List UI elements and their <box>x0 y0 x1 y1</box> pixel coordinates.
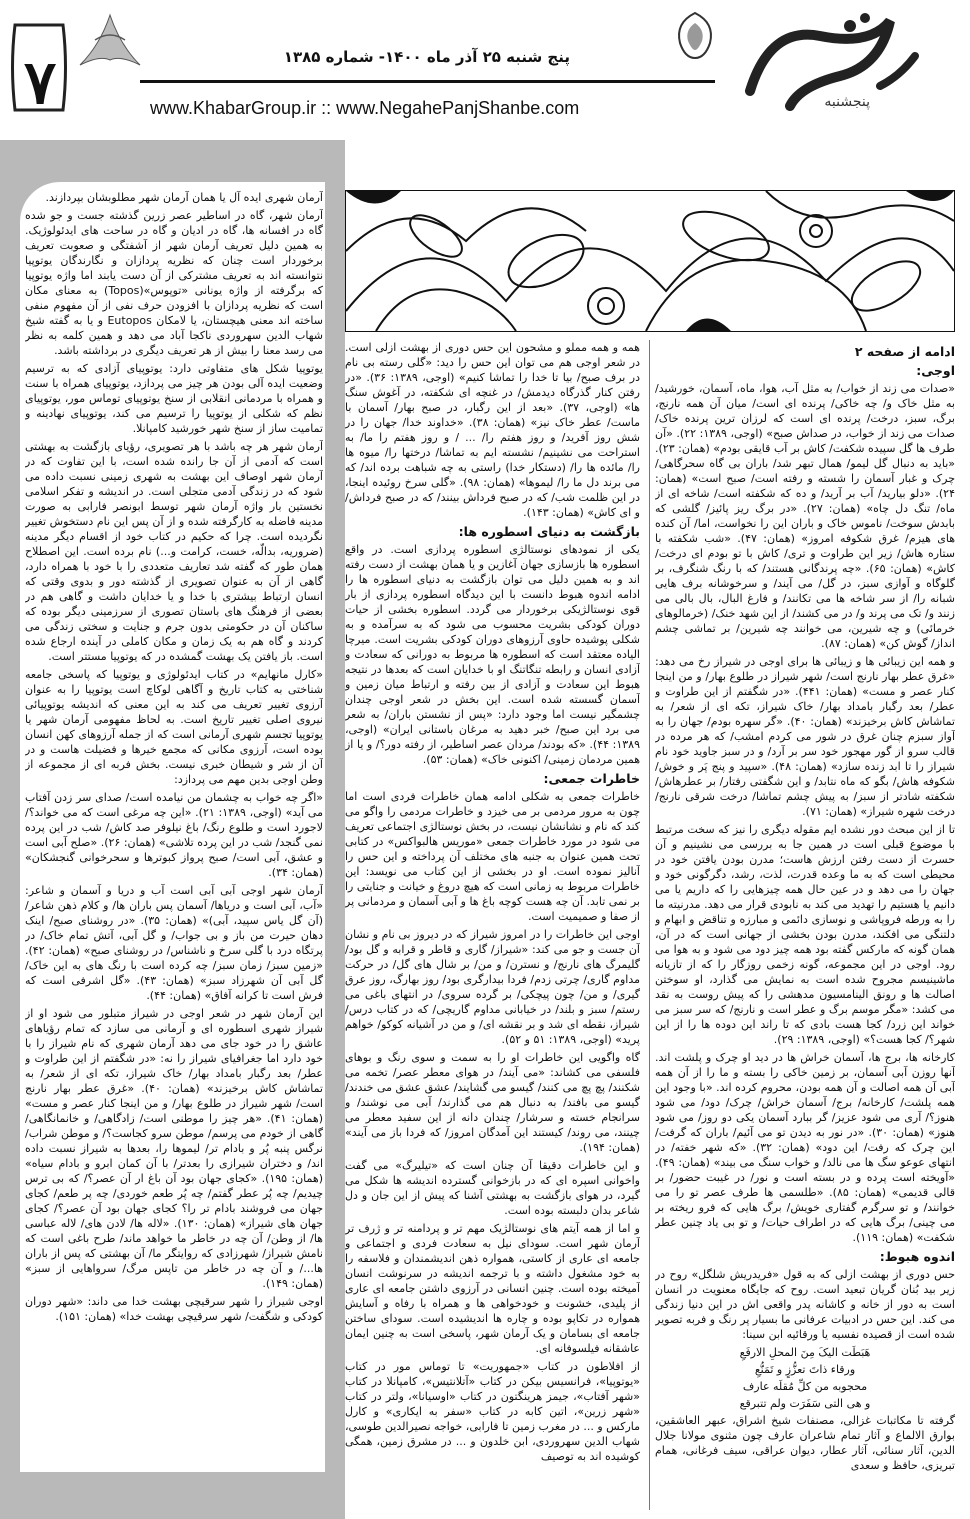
paragraph: گاه واگویی این خاطرات او را به سمت و سوی رنگ و بوهای فلسفی می کشاند: «می آیند/ در هوای معطر عصر/ تخمه می شکنند/ پچ پچ می کنند/ گیسو می گشایند/ عشق عشق می خندند/ گیسو می بافند/ به دنبال هم می گذارند/ آبی می نوشند/ و سرانجام خسته و سرشار/ چندان دانه از این سفید معطر می چینند، می روند/ کیستند این آمدگان امروز/ که فردا باز می آیند» (همان: ۱۹۴). <box>345 1051 640 1154</box>
website-urls[interactable]: www.KhabarGroup.ir :: www.NegahePanjShanbe.com <box>150 98 580 118</box>
poem-line: محجوبه من کلِّ مُقلَه عارف <box>742 1380 868 1393</box>
paragraph: «اگر چه خواب به چشمان من نیامده است/ صدای سر زدن آفتاب می آید» (اوجی، ۱۳۸۹: ۲۱). «این چه مرغی است که می خواند؟/ لاجورد است و طلوع رنگ/ باغ نیلوفر صد کاش/ شب در این پرده نمی گنجد/ شب در این پرده تلاشی» (همان: ۲۶). «صلح آبی است و عشق، آبی است/ صبح پرواز کبوترها و سحرخوانی گنجشکان» (همان: ۳۴). <box>25 791 323 879</box>
floral-pattern-icon <box>346 191 954 331</box>
paragraph: اوجی شیراز را شهر سرقیچی بهشت خدا می داند: «شهر دوران کودکی و شگفت/ شهر سرقیچی بهشت خدا» (همان: ۱۵۱). <box>25 1295 323 1323</box>
header-ornament-icon <box>665 8 725 63</box>
paragraph: و همه این زیبائی ها و زیبائی ها برای اوجی در شیراز رخ می دهد: «غرق عطر بهار نارنج است/ شهر شیراز در طلوع بهار/ و من اینجا کنار عصر و مست» (همان: ۴۴۱). «در شگفتم از این طراوت و عطر/ بعد رگبار بامداد بهار/ خاک شیراز، تکه ای از شعر/ به تماشاش کاش برخیزند» (همان: ۴۰). «گر سهره بودم/ جهان را به آواز سبزم چنان غرق در شور می کردم امشب/ که هر مرده در قالب سرو از گور مهجور خود سر بر آرد/ و در سبز جاوید خود نام شیراز را تا ابد زنده سازد» (همان: ۴۸). «سپید و پنج پَر و خوش/ شکوفه هاش/ بگو که ماه نتابد/ و این شگفتی رفتار/ بر عطرهاش/ شکفته شادتر از سبز/ به پیش چشم تماشا/ درخت شرقی نارنج/ درخت شهره شیراز» (همان: ۷۱). <box>655 655 955 818</box>
issue-date-line: پنج شنبه ۲۵ آذر ماه ۱۴۰۰- شماره ۱۳۸۵ <box>283 48 570 66</box>
page-number: ۷ <box>24 48 57 118</box>
section-title-hobut: اندوه هبوط: <box>879 1249 955 1264</box>
paragraph: «کارل مانهایم» در کتاب ایدئولوژی و یوتوپیا که پاسخی جامعه شناختی به کتاب تاریخ و آگاهی لوکاچ است یوتوپیا را به عنوان آرزوی تغییر تعریف می کند به این معنی که اندیشه یوتوپیائی نیروی اصلی تغییر تاریخ است. به لحاظ مفهومی آرمان شهر یا یوتوپیا تجسم شهری آرمانی است که از جمله آرزوهای کهن انسان بوده است، آرزوی مکانی که مجمع خیرها و فضیلت هاست و در آن از شر و شیطان خبری نیست. بخش فربه ای از مجموعه از وطن اوجی بدین مهم می پردازد: <box>25 668 323 786</box>
section-title-myths: بازگشت به دنیای اسطوره ها: <box>458 524 640 539</box>
section-title-awji: اوجی: <box>916 363 955 378</box>
paragraph: گرفته تا مکاتبات غزالی، مصنفات شیخ اشراق، عبهر العاشقین، بوارق الالماع و آثار تمام شاعران عارف چون مثنوی مولانا جلال الدین، آثار سنائی، آثار عطار، دیوان عراقی، سیف فرغانی، همام تبریزی، حافظ و سعدی <box>655 1414 955 1472</box>
masthead <box>0 0 970 135</box>
page-number-badge <box>10 20 68 118</box>
continuation-note: ادامه از صفحه ۲ <box>854 344 955 359</box>
article-column-right <box>655 340 955 1512</box>
paragraph: حس دوری از بهشت ازلی که به قول «فریدریش شلگل» روح در زیر بید بُنان گریان تبعید است. روح که جایگاه معنویت در انسان است به دور از خانه و کاشانه پدر واقعی اش در این دنیا زندگی می کند. این حس در ادبیات عرفانی ما بسیار پر رنگ و فربه تصویر شده است از قصیده نفسیه یا ورقائیه ابن سینا: <box>655 1268 955 1341</box>
paragraph: «صدات می زند از خواب/ به مثل آب، هوا، ماه، آسمان، خورشید/ به مثل خاک و/ چه خاکی/ پرنده ای است/ میان آن همه نارنج، برگ، سبز، درخت/ پرنده ای است که لرزان ترین پرنده خاک/ صدات می زند از خواب، در صداش صبح» (اوجی، ۱۳۸۹: ۲۲). «آن طرف ها گل سپیده شکفت/ کاش بر آب قایقی بودم» (همان: ۲۳). «باید به دنبال گل لیمو/ همال تبهر شد/ باران بی گاه سحرگاهی/ چرک و غبار آسمان را شسته و رفته است/ صبح است» (همان: ۲۴). «دلو بیارید/ آب بر آرید/ و ده که شکفته است/ شاخه ای از ماه/ تنگ دل چاه» (همان: ۲۷). «در برگ ریز پائیز/ گلشی که بابدش سوخت/ ناموس خاک و باران این را نخواست، اما/ آن کنده های هیزم/ غرق شکوفه امروز» (همان: ۴۷). «شب شکفته با ستاره هاش/ زیر این طراوت و تری/ کاش با تو بودم ای درخت/ کاش» (همان: ۶۵). «چه پرندگانی هستند/ که با رنگ شنگرف، بر گلوگاه و آوازی سبز، در گل/ می آیند/ و سرخوشانه برف هایی شبانه را/ از سر شاخه ها می تکانند/ و فارغ البال، بال بالی می زنند و/ تک می پرند و/ در می کشند/ از این شهد خنک/ (خرمالوهای خرمائی) و چه شیرین، می خوانند چه شیرین/ بر تماشی چشم انداز/ گوش کن» (همان: ۸۷). <box>655 382 955 650</box>
paragraph: آرمان شهر هر چه باشد با هر تصویری، رؤیای بازگشت به بهشتی است که آدمی از آن جا رانده شده است، با این تفاوت که در آرمان شهر اوصاف این بهشت به شهری زمینی نسبت داده می شود که در زندگی آدمی متجلی است. در اندیشه و تفکر اسلامی نخستین بار واژه آرمان شهر توسط ابونصر فارابی به صورت مدینه فاضله به کارگرفته شده و از آن پس این نام دستخوش تغییر نگردیده است. چرا که حکیم در کتاب خود از اقسام دیگر مدینه (ضروریه، بدالّه، خست، کرامت و...) نام برده است. این اصطلاح همان طور که گفته شد تعاریف متعددی را با خود با همراه دارد، گاهی از آن به عنوان تصویری از گذشته دور و بدوی وقتی که انسان ارتباط بیشتری با خدا و یا خدایان داشت و گاهی هم در بعضی از فرهنگ های باستان تصوری از سرزمینی دیگر بوده که ساکنان آن در حکومتی بدون جرم و جنایت و سختی زندگی می کردند و گاه هم به یک زمان و مکان کاملی در آینده ارجاع شده است. باز یافتن یک بهشت گمشده در که یوتوپیا مستتر است. <box>25 440 323 663</box>
paragraph: آرمان شهر اوجی آبی آبی است آب و دریا و آسمان و شاعر: «آب، آبی است و دریاها/ آسمان پس باران ها/ و کلام ذهن شاعر/ (آن گل یاس سپید، آبی)» (همان: ۳۵). «در روشنای صبح/ اینک دهان حیرت من باز و بی جواب/ و گل آبی، آتش تمام خاک/ در پرتگاه درد با گلی سرخ و ناشناس/ در روشنای صبح» (همان: ۴۲). «زمین سبز/ زمان سبز/ چه کرده است با رنگ های به این خاک/ گل آبی آن شهرزاد سبز» (همان: ۴۳). «گل اشرفی است که فرش است تا کرانه آفاق» (همان: ۴۴). <box>25 884 323 1002</box>
paragraph: این آرمان شهر در شعر اوجی در شیراز متبلور می شود او از شیراز شهری اسطوره ای و آرمانی می سازد که تمام رؤیاهای عاشق را در خود جای می دهد آرمان شهری که نام شیراز را با خود دارد اما جغرافیای شیراز را نه: «در شگفتم از این طراوت و عطر/ بعد رگبار بامداد بهار/ خاک شیراز، تکه ای از شعر/ به تماشاش کاش برخیزند» (همان: ۴۰). «غرق عطر بهار نارنج است/ شهر شیراز در طلوع بهار/ و من اینجا کنار عصر و مست» (همان: ۴۱). «هر چیز را موطنی است/ زادگاهی/ و خانمانگاهی/ گاهی از خودم می پرسم/ موطن سرو کجاست؟/ و موطن شراب/ نرگس پنبه پُر و بادام تر/ لیموها را، بعدها به شیراز نسبت داده اند/ و دختران شیرازی را بعدتر/ با آن کمان ابرو و بادام سیاه» (همان: ۱۹۵). «کجای جهان بود آن باغ ار آن عصر؟/ که بی ترس چیدیم/ چه پُر عطر گفتم/ چه پُر طعم خوردی/ چه پر طعم/ کجای جهان می فروشند بادام تر را؟ کجای جهان بود آن عصر؟/ کجای جهان های شیراز» (همان: ۱۳۰). «لاله ها/ لادن های/ لاله عباسی ها/ از وطن/ آن چه در خاطر ما خواهد ماند/ طرح باغی است که نامش شیراز/ شهرزادی که روایتگر ما/ آن بهشتی که پس از باران ها.../ و آن چه در خاطر من تاپس مرگ/ سرواهایی از سبز» (همان: ۱۴۹). <box>25 1007 323 1290</box>
poem-line: هَبَطَت الیکَ مِنَ المحلِ الارفَعِ <box>739 1346 871 1359</box>
newspaper-logo <box>730 6 930 116</box>
paragraph: و اما از همه آیتم های نوستالژیک مهم تر و پردامنه تر و ژرف تر آرمان شهر است. سودای نیل به سعادت فردی و اجتماعی و جامعه ای عاری از کاستی، همواره ذهن اندیشمندان و فلاسفه را به خود مشغول داشته و با ترجمه اندیشه در سرنوشت انسان آمیخته بوده است. چنین انسانی در آرزوی داشتن جامعه ای عاری از پلیدی، خشونت و خودخواهی ها و همراه با رفاه و آسایش همواره در تکاپو بوده و چاره ها اندیشیده است. سودای ساختن جامعه ای بسامان و یک آرمان شهر، پاسخی است به چنین ایمان عاشقانه فیلسوفانه ای. <box>345 1222 640 1355</box>
section-title-collective-memory: خاطرات جمعی: <box>543 771 640 786</box>
article-column-left <box>25 190 323 1330</box>
paragraph: تا از این مبحث دور نشده ایم مقوله دیگری را نیز که سخت مرتبط با موضوع قبلی است در همین جا به بررسی می نشینیم و آن حسرت از دست رفتن ارزش هاست؛ مدرن بودن یافتن خود در محیطی است که به ما وعده قدرت، لذت، رشد، دگرگونی خود و جهان را می دهد و در عین حال همه چیزهایی را که داریم یا می دانیم یا هستیم را تهدید می کند به نابودی قرار می دهد. مدرنیته ما را به ورطه فروپاشی و نوسازی دائمی و مبارزه و تناقض و ابهام و دلتنگی می افکند، مدرن بودن بخشی از جهانی است که در آن، همان گونه که مارکس گفته بود همه چیز دود می شود و به هوا می رود. اوجی در این مجموعه، گونه زخمی روزگار را که از تازیانه ماشینیسم مجروح شده است به نمایش می گذارد، او سوختن اصالت ها و رونق الینامسیون مدهشی را که پیش روست به نقد می کشد: «مگر موسم برگ و عطر است و نارنج/ که سر سبز می خواند این زرد/ کجا هست بادی که تا راند این دوده ها را از این شهر؟/ کجا هست؟» (اوجی، ۱۳۸۹: ۲۹). <box>655 823 955 1046</box>
paragraph: یوتوپیا شکل های متفاوتی دارد: یوتوپیای آزادی که به ترسیم وضعیت ایده آلی بودن هر چیز می پردازد، یوتوپیای همراه با سنت و همراه با مردمانی انقلابی از سنخ یوتوپیای توماس مور، یوتوپیای نظم که شکلی از یوتوپیا را ترسیم می کند، یوتوپیای نهادینه و تمامیت ساز از سنخ شهر خورشید کامپانلا. <box>25 362 323 435</box>
paragraph: خاطرات جمعی به شکلی ادامه همان خاطرات فردی است اما چون به مرور مردمی بر می خیزد و خاطرات مردمی را واگو می کند که نام و نشانشان نیست، در بخش نوستالژی اجتماعی تعریف می شود در مورد خاطرات جمعی «موریس هالبواکس» در کتابی تحت همین عنوان به جنبه های مختلف آن پرداخته و این حس را آنالیز نموده است. او در بخشی از این کتاب می نویسد: این خاطرات مربوط به زمانی است که هیچ دروغ و خیانت و جنایتی را بر نمی تابد. آن چه هست کوچه باغ ها و آبی آسمان و مردمانی پر از صفا و صمیمیت است. <box>345 790 640 923</box>
paragraph: یکی از نمودهای نوستالژی اسطوره پردازی است. در واقع اسطوره ها بازسازی جهان آغازین و یا همان بهشت از دست رفته اند و به همین دلیل می توان بازگشت به دنیای اسطوره ها را ادامه اندوه هبوط دانست با این دیدگاه اسطوره پردازی از بار قوی نوستالژیکی برخوردار می گردد. اسطوره بخشی از حیات دوران کودکی بشریت محسوب می شود که به سرآمده و به شکلی پوشیده حاوی آرزوهای دوران کودکی بشریت است. میرچا الیاده معتقد است که اسطوره ها مربوط به دورانی که سعادت و آزادی انسان و رابطه تنگاتنگ او با خدایان است که بعدها در نتیجه هبوط این سعادت و آزادی از بین رفته و ارتباط میان زمین و آسمان گسسته شده است. این بخش در شعر اوجی چندان چشمگیر نیست اما وجود دارد: «پس از نشستن باران/ به شعر می برد این صبح/ خبر دهید به مرغان باستانی ایران» (اوجی، ۱۳۸۹: ۴۴). «که بودند/ مردان عصر اساطیر، از رفته دور؟/ و یا از همین مردمان زمینی/ اکنونی خاک» (همان: ۵۳). <box>345 543 640 766</box>
logo-subtitle: پنجشنبه <box>824 94 870 110</box>
paragraph: آرمان شهری ایده آل یا همان آرمان شهر مطلوبشان بپردازند. <box>45 191 323 204</box>
paragraph: اوجی این خاطرات را در امروز شیراز که در دیروز بی نام و نشان آن جست و جو می کند: «شیراز/ گاری و قاطر و قرابه و گل بود/ گلیمرگ های نارنج/ و نسترن/ و من/ بر شال های گل/ در حرکت مداوم گاری/ چرتی زدم/ فردا بیدارگری بود/ روز بهارگ، روز عرق گیری/ و من/ چون پیچکی/ بر گرده سروی/ در انتهای باغی می رستم/ سبز و بلند/ در خیابانی مداوم گاریچی/ که در کتاب درس/ شیراز، نقطه ای شد و بر نقشه ای/ و من در آشیانه کوکو/ خواهم پرید» (اوجی، ۱۳۸۹: ۵۱ و ۵۲). <box>345 928 640 1046</box>
header-rule <box>140 80 715 83</box>
column-divider <box>649 340 650 1510</box>
article-column-middle <box>345 340 640 1512</box>
floral-illustration <box>345 190 955 332</box>
paragraph: کارخانه ها، برج ها، آسمان خراش ها در دید او چرک و پلشت اند. آنها روزن آبی آسمان، بر زمین خاکی را بسته و ما را از آن همه آبی آن همه اصالت و آن همه بودن، محروم کرده اند. «با وجود این همه پلشت/ کارخانه/ برج/ آسمان خراش/ چرک/ دود/ می شود هنوز؟/ آری می شود عزیز/ گر ببارد آسمان یکی دو روز/ می شود هنوز» (همان: ۳۰). «در نور به دیدن تو می آئیم/ باران که گرفت/ این چرک که رفت/ این دود» (همان: ۳۲). «که شهر خفته/ در انتهای عوعو سگ ها می نالد/ و خواب سنگ می بیند» (همان: ۴۹). «آویخته است پرده و در بسته است و نور/ در غیبت حضور/ بر قالی قدیمی» (همان: ۸۵). «طلسمی ها طرف عصر تو را می خوانند/ و تو سرگرم گفتاری خویش/ برگ هایی که فرو ریخته بر می چینی/ برگ هایی که در اطراف حیات/ و تو بی یاد چنین عطر شکفت» (همان: ۱۱۹). <box>655 1051 955 1244</box>
phoenix-icon <box>70 5 150 75</box>
paragraph: همه و همه مملو و مشحون این حس دوری از بهشت ازلی است. در شعر اوجی هم می توان این حس را دید: «گلی رسته بی نام در برف صبح/ بیا تا خدا را تماشا کنیم» (اوجی، ۱۳۸۹: ۳۶). «در رفتن کنار گذرگاه دیدمش/ در غنچه ای شکفته، در آغوش سنگ ها» (اوجی، ۳۷). «بعد از این رگبار، در صبح بهار/ آسمان با ماست/ عطر خاک نیز» (همان: ۳۸). «خداوند خدا/ جهان را در شش روز آفرید/ و روز هفتم را/ ... / و روز هفتم را ما/ به استراحت می نشینیم/ نشسته ایم به تماشا/ درختها را/ میوه ها را/ مائده ها را/ (دستکار خدا) راستی به چه شباهت برده اند/ که می برند دل ما را/ لیموها» (همان: ۹۸). «گلی سرخ روئیده اینجا، در این ظلمت شب/ که در صبح فرداش بینند/ که در صبح فرداش/ و ای کاش» (همان: ۱۴۳). <box>345 341 640 519</box>
paragraph: از افلاطون در کتاب «جمهوریت» تا توماس مور در کتاب «یوتوپیا»، فرانسیس بیکن در کتاب «آتلانتیس»، کامپانلا در کتاب «شهر آفتاب»، جیمز هرینگتون در کتاب «اوسیانا»، ولتر در کتاب «شهر زرین»، اتین کابه در کتاب «سفر به ایکاری» و کارل مارکس و ... در مغرب زمین تا فارابی، خواجه نصیرالدین طوسی، شهاب الدین سهروردی، ابن خلدون و ... در مشرق زمین، همگی کوشیده اند به توصیف <box>345 1360 640 1463</box>
poem-line: ورقاء ذاتَ تعزُّزٍ و تَمَنُّعِ <box>754 1363 856 1376</box>
poem-line: و هی التی سَفَرَت ولم تتبرقع <box>739 1397 871 1410</box>
paragraph: آرمان شهر، گاه در اساطیر عصر زرین گذشته جست و جو شده گاه در افسانه ها، گاه در ادیان و گاه در ساحت های ایدئولوژیک. به همین دلیل تعریف آرمان شهر از آشفتگی و صعوبت تعریف برخوردار است چنان که نظریه پردازان و نگارندگان یوتوپیا نتوانسته اند به تعریف مشترکی از آن دست یابند اما واژه یوتوپیا که برگرفته از واژه یونانی «توپوس»(Topos) به معنای مکان است که نظریه پردازان با افزودن حرف نفی از آن مفهوم منفی ساخته اند معنی هیچستان، یا لامکان Eutopos و یا به گفته شیخ شهاب الدین سهروردی ناکجا آباد می دهد و همین کلمه به نظر می رسد معنا را بیش از هر تعریف دیگری در برداشته باشد. <box>25 209 323 357</box>
paragraph: و این خاطرات دقیقا آن چنان است که «تیلیرگ» می گفت واخوانی اسپره ای که در بازخوانی گسترده اندیشه ها شکل می گیرد، در هوای بازگشت به بهشتی آشنا که پیش از این جان و دل شاعر بدان دلبسته بوده است. <box>345 1159 640 1217</box>
